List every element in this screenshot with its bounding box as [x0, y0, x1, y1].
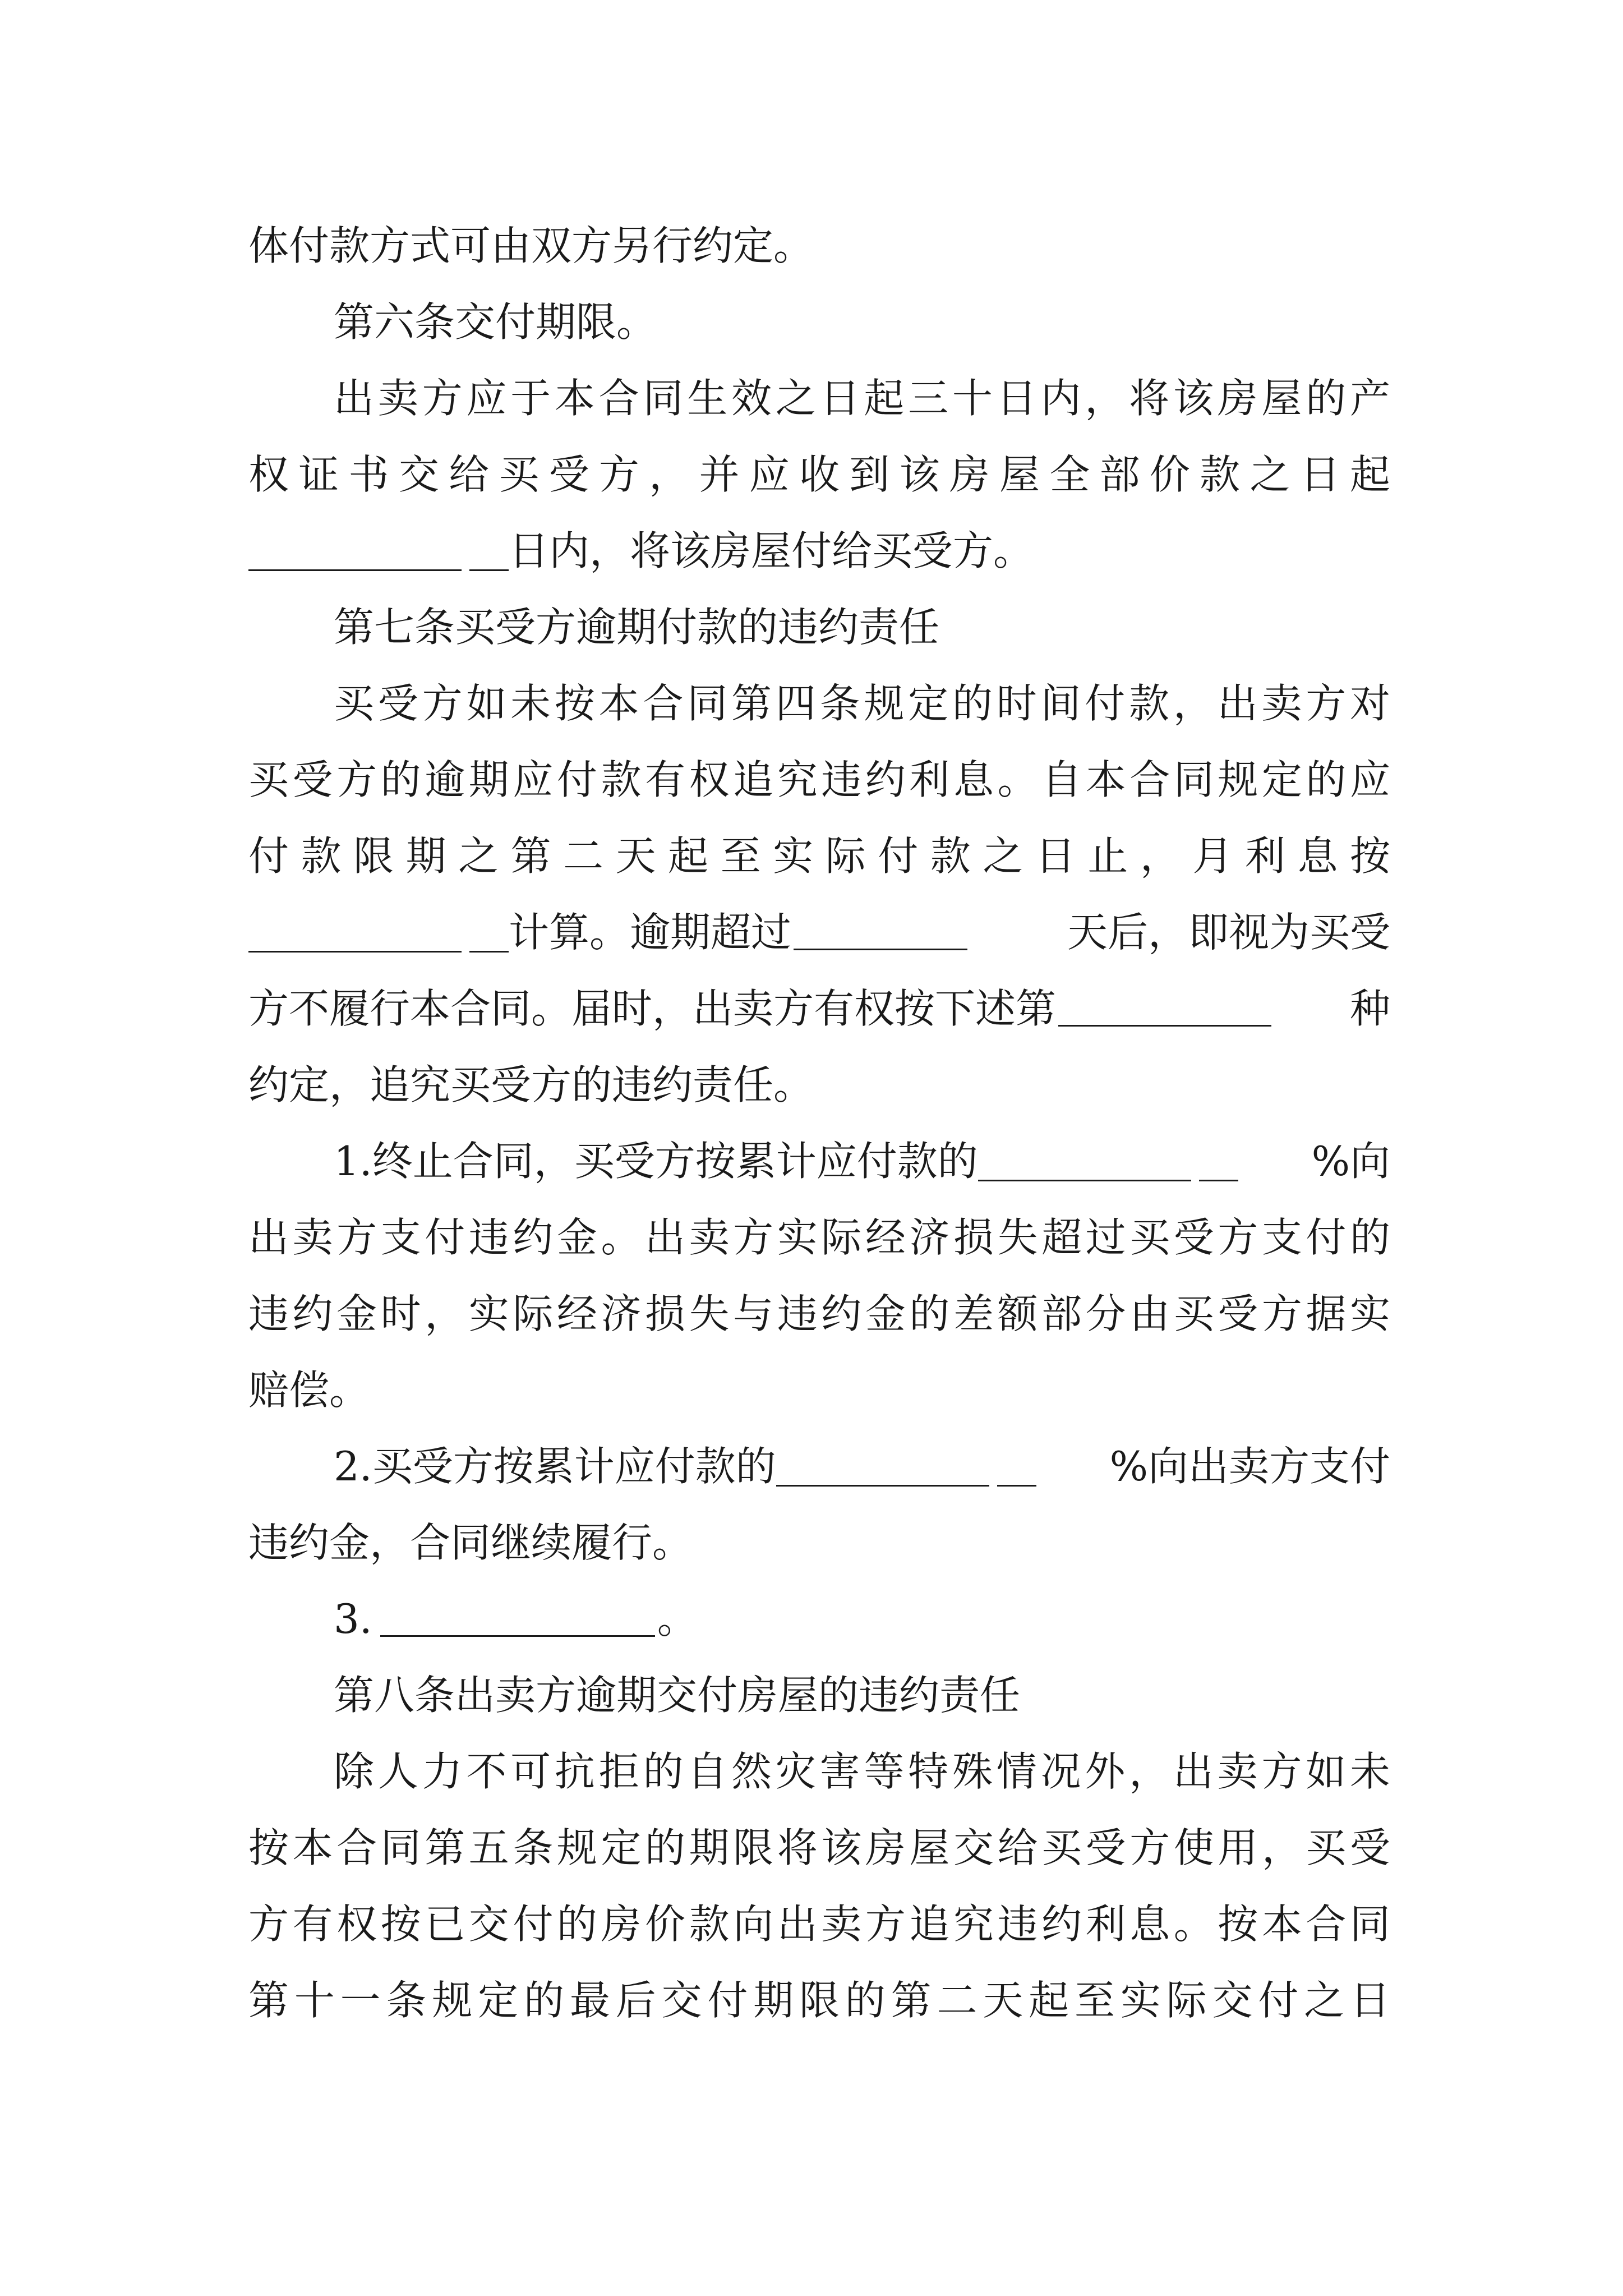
- text: 第七条买受方逾期付款的违约责任: [334, 604, 940, 651]
- text: 约定，追究买受方的违约责任。: [248, 1061, 814, 1108]
- paragraph-line: [248, 1886, 1390, 1962]
- document-page: [248, 208, 1390, 2039]
- text: 种: [1349, 985, 1390, 1032]
- fill-in-blank[interactable]: [978, 1141, 1238, 1181]
- paragraph-line: [248, 1733, 1390, 1810]
- text: %向: [1311, 1138, 1390, 1185]
- text: 按本合同第五条规定的期限将该房屋交给买受方使用，买受: [248, 1824, 1390, 1871]
- paragraph-line: [248, 1352, 1390, 1428]
- list-item: [248, 1123, 1390, 1199]
- text: 2.买受方按累计应付款的: [334, 1443, 776, 1490]
- paragraph-line: [248, 360, 1390, 436]
- fill-in-blank[interactable]: [248, 531, 509, 571]
- fill-in-blank[interactable]: [380, 1602, 655, 1637]
- paragraph-line: [248, 513, 1390, 589]
- fill-in-blank[interactable]: [1058, 991, 1271, 1027]
- paragraph-line: [248, 436, 1390, 513]
- fill-in-blank[interactable]: [776, 1446, 1036, 1487]
- paragraph-line: [248, 1047, 1390, 1123]
- paragraph-line: [248, 1962, 1390, 2039]
- paragraph-line: [248, 1504, 1390, 1581]
- text: 第六条交付期限。: [334, 298, 657, 346]
- article-heading: [248, 284, 1390, 360]
- text: 付款限期之第二天起至实际付款之日止，月利息按: [248, 832, 1390, 880]
- text: 方有权按已交付的房价款向出卖方追究违约利息。按本合同: [248, 1901, 1390, 1948]
- text: 除人力不可抗拒的自然灾害等特殊情况外，出卖方如未: [334, 1748, 1390, 1795]
- text: %向出卖方支付: [1109, 1443, 1390, 1490]
- text: 天后，即视为买受: [1067, 909, 1390, 956]
- text: 违约金，合同继续履行。: [248, 1519, 693, 1566]
- list-item: [248, 1428, 1390, 1504]
- text: 3.: [334, 1595, 372, 1642]
- paragraph-line: [248, 742, 1390, 818]
- article-heading: [248, 1657, 1390, 1733]
- list-item: [248, 1581, 1390, 1657]
- text: 违约金时，实际经济损失与违约金的差额部分由买受方据实: [248, 1290, 1390, 1337]
- paragraph-line: [248, 1810, 1390, 1886]
- text: 日内，将该房屋付给买受方。: [509, 527, 1034, 574]
- text: 方不履行本合同。届时，出卖方有权按下述第: [248, 985, 1057, 1032]
- text: 。: [657, 1595, 698, 1642]
- fill-in-blank[interactable]: [794, 915, 967, 950]
- paragraph-line: [248, 818, 1390, 894]
- text: 买受方的逾期应付款有权追究违约利息。自本合同规定的应: [248, 756, 1390, 803]
- text: 赔偿。: [248, 1366, 370, 1414]
- paragraph-line: [248, 970, 1390, 1047]
- fill-in-blank[interactable]: [248, 912, 509, 953]
- text: 1.终止合同，买受方按累计应付款的: [334, 1138, 978, 1185]
- paragraph-line: [248, 208, 1390, 284]
- text: 出卖方支付违约金。出卖方实际经济损失超过买受方支付的: [248, 1214, 1390, 1261]
- text: 权证书交给买受方，并应收到该房屋全部价款之日起: [248, 451, 1390, 498]
- paragraph-line: [248, 1276, 1390, 1352]
- text: 计算。逾期超过: [509, 909, 792, 956]
- paragraph-line: [248, 665, 1390, 742]
- text: 出卖方应于本合同生效之日起三十日内，将该房屋的产: [334, 375, 1390, 422]
- text: 买受方如未按本合同第四条规定的时间付款，出卖方对: [334, 680, 1390, 727]
- text: 第十一条规定的最后交付期限的第二天起至实际交付之日: [248, 1977, 1390, 2024]
- article-heading: [248, 589, 1390, 665]
- text: 第八条出卖方逾期交付房屋的违约责任: [334, 1672, 1021, 1719]
- text: 体付款方式可由双方另行约定。: [248, 222, 814, 269]
- paragraph-line: [248, 894, 1390, 970]
- paragraph-line: [248, 1199, 1390, 1276]
